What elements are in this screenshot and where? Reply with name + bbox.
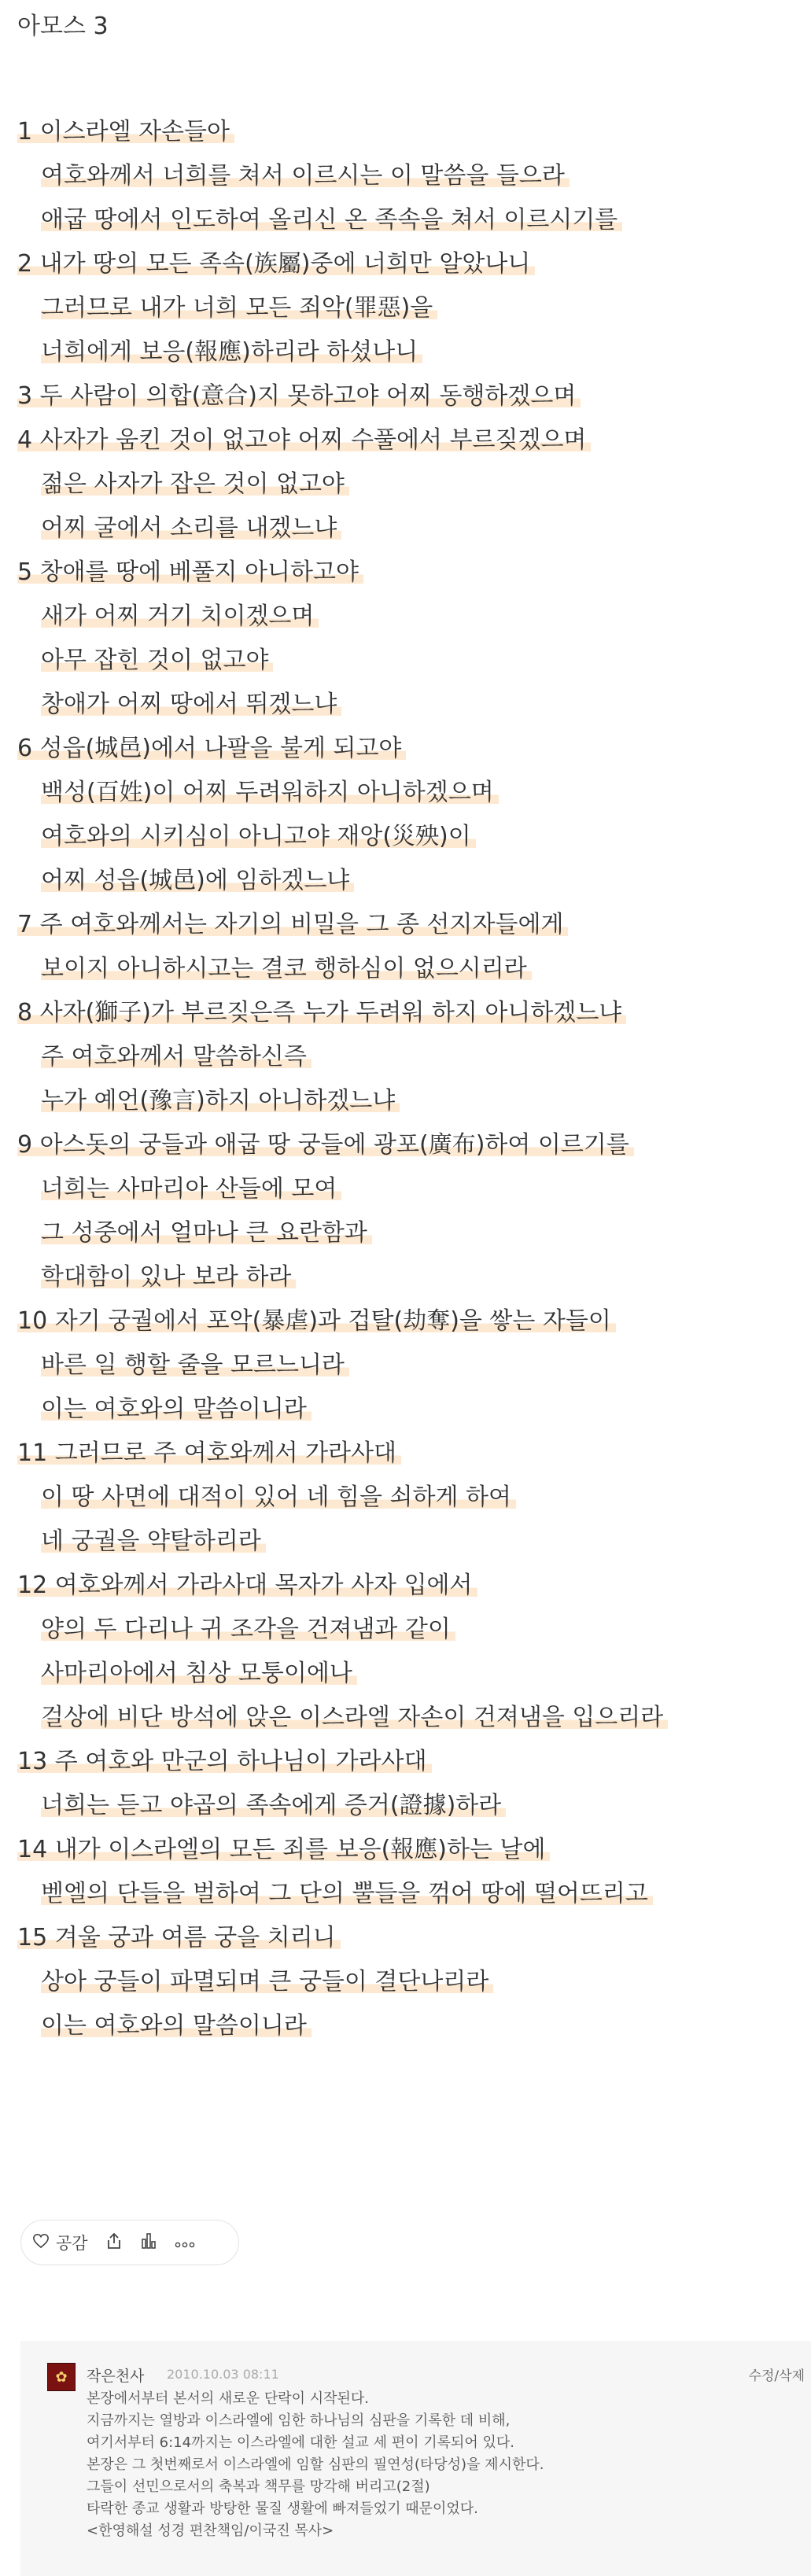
verse-text: 젊은 사자가 잡은 것이 없고야 [41,470,349,498]
verse-text: 상아 궁들이 파멸되며 큰 궁들이 결단나리라 [41,1968,493,1996]
share-button[interactable] [105,2231,123,2254]
verse-text: 애굽 땅에서 인도하여 올리신 온 족속을 쳐서 이르시기를 [41,206,622,234]
comment-body [87,2388,794,2542]
verse-text: 보이지 아니하시고는 결코 행하심이 없으시리라 [41,955,532,982]
verse-text: 여호와의 시키심이 아니고야 재앙(災殃)이 [41,823,476,850]
verse-line [17,1476,800,1520]
verse-text: 사마리아에서 침상 모퉁이에나 [41,1660,357,1687]
avatar[interactable] [47,2363,76,2391]
more-dots-icon [175,2233,195,2252]
verse-text: 15 겨울 궁과 여름 궁을 치리니 [17,1924,341,1951]
verse-line [17,639,800,683]
verse-text: 걸상에 비단 방석에 앉은 이스라엘 자손이 건져냄을 입으리라 [41,1704,668,1731]
verse-line [17,1299,800,1343]
verse-text: 1 이스라엘 자손들아 [17,118,234,146]
verse-text: 새가 어찌 거기 치이겠으며 [41,603,319,630]
verse-line [17,1784,800,1828]
like-label: 공감 [56,2234,88,2253]
verse-line [17,1608,800,1652]
verse-line [17,903,800,947]
verse-line [17,286,800,330]
verse-line [17,1872,800,1916]
verse-line [17,1564,800,1608]
verse-text: 벧엘의 단들을 벌하여 그 단의 뿔들을 꺾어 땅에 떨어뜨리고 [41,1880,653,1907]
verse-text: 여호와께서 너희를 쳐서 이르시는 이 말씀을 들으라 [41,162,570,190]
comment-line: 그들이 선민으로서의 축복과 책무를 망각해 버리고(2절) [87,2478,430,2495]
verse-text: 바른 일 행할 줄을 모르느니라 [41,1351,349,1379]
verse-line [17,1828,800,1872]
heart-outline-icon [32,2233,50,2253]
comment-box [20,2341,811,2576]
verse-text: 6 성읍(城邑)에서 나팔을 불게 되고야 [17,735,406,762]
verse-line [17,110,800,154]
verse-line [17,595,800,639]
post-action-bar [20,2220,239,2265]
verse-line [17,1696,800,1740]
verse-line [17,1916,800,1960]
comment-line: 여기서부터 6:14까지는 이스라엘에 대한 설교 세 편이 기록되어 있다. [87,2434,515,2451]
verse-text: 너희는 사마리아 산들에 모여 [41,1175,341,1203]
verse-text: 10 자기 궁궐에서 포악(暴虐)과 겁탈(劫奪)을 쌓는 자들이 [17,1307,616,1335]
comment-author[interactable]: 작은천사 [87,2368,145,2385]
verse-line [17,1167,800,1211]
verse-text: 누가 예언(豫言)하지 아니하겠느냐 [41,1087,400,1115]
verse-list [17,110,800,2048]
verse-text: 어찌 굴에서 소리를 내겠느냐 [41,514,341,542]
verse-text: 네 궁궐을 약탈하리라 [41,1528,266,1555]
verse-line [17,771,800,815]
verse-text: 2 내가 땅의 모든 족속(族屬)중에 너희만 알았나니 [17,250,535,278]
post-title: 아모스 3 [17,13,109,40]
verse-text: 학대함이 있나 보라 하라 [41,1263,296,1291]
comment-line: 타락한 종교 생활과 방탕한 물질 생활에 빠져들었기 때문이었다. [87,2500,478,2517]
verse-line [17,1123,800,1167]
verse-line [17,1960,800,2004]
verse-line [17,418,800,463]
verse-text: 어찌 성읍(城邑)에 임하겠느냐 [41,867,354,894]
verse-text: 13 주 여호와 만군의 하나님이 가라사대 [17,1748,432,1775]
verse-line [17,1520,800,1564]
verse-text: 12 여호와께서 가라사대 목자가 사자 입에서 [17,1572,477,1599]
comment-line: <한영해설 성경 편찬책임/이국진 목사> [87,2523,334,2539]
verse-text: 이 땅 사면에 대적이 있어 네 힘을 쇠하게 하여 [41,1483,516,1511]
verse-line [17,330,800,374]
verse-text: 3 두 사람이 의합(意合)지 못하고야 어찌 동행하겠으며 [17,382,581,410]
more-button[interactable] [175,2233,195,2252]
comment-line: 지금까지는 열방과 이스라엘에 임한 하나님의 심판을 기록한 데 비해, [87,2412,511,2429]
verse-line [17,463,800,507]
verse-line [17,683,800,727]
verse-line [17,154,800,198]
verse-line [17,1652,800,1696]
comment-date: 2010.10.03 08:11 [167,2367,279,2382]
verse-line [17,551,800,595]
comment-line: 본장에서부터 본서의 새로운 단락이 시작된다. [87,2390,369,2407]
verse-text: 5 창애를 땅에 베풀지 아니하고야 [17,558,363,586]
verse-line [17,2004,800,2048]
verse-line [17,507,800,551]
verse-text: 그 성중에서 얼마나 큰 요란함과 [41,1219,372,1247]
verse-line [17,242,800,286]
verse-text: 주 여호와께서 말씀하신즉 [41,1043,311,1071]
stats-button[interactable] [140,2231,157,2254]
verse-text: 9 아스돗의 궁들과 애굽 땅 궁들에 광포(廣布)하여 이르기를 [17,1131,634,1159]
verse-text: 창애가 어찌 땅에서 뛰겠느냐 [41,691,341,718]
verse-line [17,374,800,418]
verse-text: 이는 여호와의 말씀이니라 [41,2012,311,2040]
verse-line [17,1079,800,1123]
comment-edit-link[interactable]: 수정/삭제 [748,2368,805,2384]
verse-text: 4 사자가 움킨 것이 없고야 어찌 수풀에서 부르짖겠으며 [17,426,591,454]
verse-text: 양의 두 다리나 귀 조각을 건져냄과 같이 [41,1616,455,1643]
bar-chart-icon [140,2231,157,2254]
verse-line [17,1432,800,1476]
comment-line: 본장은 그 첫번째로서 이스라엘에 임할 심판의 필연성(타당성)을 제시한다. [87,2456,544,2473]
verse-text: 그러므로 내가 너희 모든 죄악(罪惡)을 [41,294,437,322]
verse-line [17,1035,800,1079]
verse-line [17,991,800,1035]
verse-text: 이는 여호와의 말씀이니라 [41,1395,311,1423]
verse-line [17,1211,800,1255]
verse-text: 너희에게 보응(報應)하리라 하셨나니 [41,338,422,366]
verse-text: 백성(百姓)이 어찌 두려워하지 아니하겠으며 [41,779,499,806]
verse-text: 11 그러므로 주 여호와께서 가라사대 [17,1439,401,1467]
verse-line [17,1343,800,1388]
verse-line [17,198,800,242]
angel-icon: ✿ [55,2368,68,2386]
verse-line [17,815,800,859]
verse-text: 14 내가 이스라엘의 모든 죄를 보응(報應)하는 날에 [17,1836,550,1863]
share-icon [105,2231,123,2254]
like-button[interactable] [32,2231,88,2254]
verse-line [17,1740,800,1784]
verse-text: 7 주 여호와께서는 자기의 비밀을 그 종 선지자들에게 [17,911,568,938]
verse-line [17,1255,800,1299]
verse-text: 8 사자(獅子)가 부르짖은즉 누가 두려워 하지 아니하겠느냐 [17,999,626,1026]
verse-line [17,947,800,991]
verse-text: 아무 잡힌 것이 없고야 [41,647,273,674]
verse-text: 너희는 듣고 야곱의 족속에게 증거(證據)하라 [41,1792,506,1819]
verse-line [17,1388,800,1432]
verse-line [17,727,800,771]
verse-line [17,859,800,903]
